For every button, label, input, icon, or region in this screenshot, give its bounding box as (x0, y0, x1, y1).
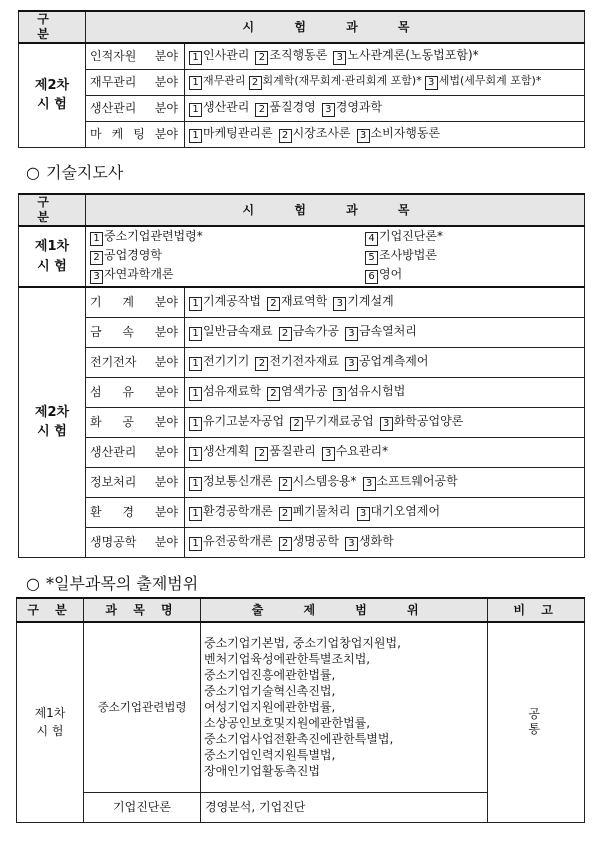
subject-item (189, 294, 261, 308)
group-first-exam: 제1차 시 험 (17, 622, 84, 822)
header-category: 구 분 (19, 194, 86, 226)
remarks-common: 공 통 (488, 622, 585, 822)
subject-item (333, 384, 405, 398)
subject-number-box: 2 (267, 297, 280, 311)
subject-name: 재무관리 (203, 74, 246, 87)
header-category: 구 분 (17, 598, 84, 622)
subject-number-box: 3 (380, 417, 393, 431)
scope-line: 중소기업인력지원특별법, (204, 748, 336, 763)
group-second-exam: 제2차 시 험 (19, 43, 86, 147)
subject-number-box: 3 (363, 477, 376, 491)
subject-name: 정보통신개론 (203, 473, 273, 488)
subject-list (185, 347, 585, 377)
subject-number-box: 2 (279, 129, 292, 143)
scope-line: 장애인기업활동촉진법 (204, 764, 320, 779)
subject-number-box: 1 (189, 103, 202, 117)
subject-item (249, 74, 422, 87)
subject-item (189, 48, 249, 62)
section-title-tech-consultant: ○ 기술지도사 (26, 163, 124, 182)
subject-name: 인사관리 (203, 47, 250, 62)
subject-name: 회계학(재무회계·관리회계 포함)* (262, 74, 422, 87)
scope-line: 중소기업사업전환촉진에관한특별법, (204, 732, 394, 747)
field-label: 기 계 분야 (86, 287, 185, 317)
scope-line: 벤처기업육성에관한특별조치법, (204, 652, 371, 667)
subject-name: 섬유시험법 (347, 383, 406, 398)
field-label: 섬 유 분야 (86, 377, 185, 407)
field-label: 생명공학 분야 (86, 527, 185, 557)
subject-number-box: 1 (189, 129, 202, 143)
field-label: 마 케 팅 분야 (86, 121, 185, 147)
subject-number-box: 3 (425, 76, 438, 90)
scope-line: 중소기업진흥에관한법률, (204, 668, 336, 683)
scope-text (201, 622, 488, 792)
subject-item (380, 414, 464, 428)
subject-name: 무기재료공업 (304, 413, 374, 428)
group-first-exam: 제1차 시 험 (19, 226, 86, 287)
subject-name: 소프트웨어공학 (376, 473, 458, 488)
subject-number-box: 2 (255, 447, 268, 461)
field-label: 화 공 분야 (86, 407, 185, 437)
subject-item (345, 534, 394, 548)
subject-number-box: 4 (365, 232, 378, 246)
subject-list (185, 497, 585, 527)
subject-number-box: 2 (255, 51, 268, 65)
subject-name: 경영과학 (335, 99, 383, 114)
subject-list (185, 69, 585, 95)
subject-number-box: 2 (279, 537, 292, 551)
subject-name: 생명공학 (292, 533, 339, 548)
subject-name: 폐기물처리 (292, 503, 351, 518)
subject-number-box: 3 (322, 447, 335, 461)
subject-item (189, 504, 273, 518)
subject-name: 노사관계론(노동법포함)* (347, 47, 479, 62)
scope-line: 여성기업지원에관한법률, (204, 700, 336, 715)
subject-name: 염색가공 (280, 383, 328, 398)
subject-name: 금속가공 (292, 323, 339, 338)
subject-number-box: 1 (189, 76, 202, 90)
subject-item (267, 384, 327, 398)
field-label: 전기전자 분야 (86, 347, 185, 377)
subject-list (185, 467, 585, 497)
subject-name: 일반금속재료 (203, 323, 273, 338)
subject-name: 재료역학 (280, 293, 328, 308)
subject-item (189, 474, 273, 488)
subject-list (185, 121, 585, 147)
subject-item (189, 126, 273, 140)
subject-number-box: 1 (189, 51, 202, 65)
subject-name: 전기기기 (203, 353, 250, 368)
subject-number-box: 1 (189, 447, 202, 461)
subject-name: 화학공업양론 (393, 413, 464, 428)
subject-list (185, 317, 585, 347)
subject-number-box: 3 (357, 129, 370, 143)
subject-list (185, 377, 585, 407)
subject-number-box: 2 (249, 76, 262, 90)
subject-item (279, 474, 357, 488)
subject-item (425, 74, 542, 87)
header-subjects: 시 험 과 목 (86, 194, 585, 226)
subject-item (333, 294, 393, 308)
scope-line: 중소기업기술혁신촉진법, (204, 684, 336, 699)
subject-name: 섬유재료학 (203, 383, 261, 398)
subject-item (255, 444, 315, 458)
subject-list (185, 95, 585, 121)
subject-item (322, 100, 382, 114)
subject-item (279, 504, 351, 518)
subject-name: 환경공학개론 (203, 503, 273, 518)
field-label: 재무관리 분야 (86, 69, 185, 95)
subject-number-box: 1 (90, 232, 103, 246)
field-label: 금 속 분야 (86, 317, 185, 347)
exam-table-management (18, 10, 585, 148)
header-subjects: 시 험 과 목 (86, 11, 585, 43)
subject-name: 중소기업관련법령 (84, 622, 201, 792)
subject-item (189, 384, 261, 398)
subject-item (189, 534, 273, 548)
subject-number-box: 2 (255, 103, 268, 117)
subject-name: 시장조사론 (292, 125, 351, 140)
subject-item (290, 414, 374, 428)
field-label: 인적자원 분야 (86, 43, 185, 69)
subject-number-box: 5 (365, 251, 378, 265)
subject-list (185, 287, 585, 317)
subject-item (357, 504, 441, 518)
subject-name: 공업계측제어 (358, 353, 429, 368)
scope-line: 중소기업기본법, 중소기업창업지원법, (204, 636, 401, 651)
scope-line: 소상공인보호및지원에관한법률, (204, 716, 371, 731)
subject-item (189, 354, 249, 368)
scope-text: 경영분석, 기업진단 (201, 792, 488, 822)
section-title-exam-scope: ○ *일부과목의 출제범위 (26, 574, 199, 593)
header-subject-name: 과 목 명 (84, 598, 201, 622)
subject-number-box: 2 (279, 507, 292, 521)
subject-number-box: 3 (333, 51, 346, 65)
subject-item (279, 126, 351, 140)
subject-name: 수요관리* (335, 443, 389, 458)
subject-number-box: 1 (189, 357, 202, 371)
subject-list (185, 527, 585, 557)
field-label: 정보처리 분야 (86, 467, 185, 497)
exam-scope-table (16, 597, 585, 823)
subject-number-box: 3 (333, 297, 346, 311)
field-label: 생산관리 분야 (86, 437, 185, 467)
group-second-exam: 제2차 시 험 (19, 287, 86, 557)
subject-number-box: 3 (345, 357, 358, 371)
subject-item (345, 354, 429, 368)
subject-item (189, 414, 284, 428)
subject-name: 시스템응용* (292, 473, 357, 488)
subject-item (255, 48, 327, 62)
subject-number-box: 1 (189, 417, 202, 431)
field-label: 생산관리 분야 (86, 95, 185, 121)
subject-item (333, 48, 478, 62)
subject-number-box: 3 (357, 507, 370, 521)
subject-item (255, 354, 339, 368)
subject-item (189, 74, 246, 87)
subject-number-box: 3 (345, 537, 358, 551)
subject-number-box: 3 (90, 270, 103, 284)
subject-name: 기계설계 (347, 293, 394, 308)
subject-item (357, 126, 441, 140)
subject-name: 생산계획 (203, 443, 250, 458)
subject-number-box: 2 (279, 327, 292, 341)
subject-number-box: 2 (290, 417, 303, 431)
subject-number-box: 2 (279, 477, 292, 491)
subject-name: 생화학 (358, 533, 394, 548)
field-label: 환 경 분야 (86, 497, 185, 527)
subject-item (345, 324, 417, 338)
subject-name: 마케팅관리론 (203, 125, 273, 140)
subject-name: 세법(세무회계 포함)* (438, 74, 542, 87)
subject-item (255, 100, 315, 114)
subject-name: 기업진단론 (84, 792, 201, 822)
subject-item (279, 534, 339, 548)
subject-item (267, 294, 327, 308)
subject-list (185, 407, 585, 437)
subject-name: 생산관리 (203, 99, 250, 114)
subject-name: 유전공학개론 (203, 533, 273, 548)
subject-name: 기계공작법 (203, 293, 261, 308)
header-remarks: 비 고 (488, 598, 585, 622)
exam-table-technical (18, 193, 585, 558)
subject-number-box: 2 (255, 357, 268, 371)
subject-name: 품질관리 (269, 443, 316, 458)
subject-number-box: 2 (90, 251, 103, 265)
subject-name: 조직행동론 (269, 47, 328, 62)
subject-number-box: 6 (365, 270, 378, 284)
header-scope: 출 제 범 위 (201, 598, 488, 622)
subject-item (363, 474, 458, 488)
subject-item (189, 324, 273, 338)
subject-number-box: 1 (189, 507, 202, 521)
header-category: 구 분 (19, 11, 86, 43)
subject-number-box: 1 (189, 327, 202, 341)
subject-number-box: 1 (189, 537, 202, 551)
subject-number-box: 1 (189, 387, 202, 401)
subject-name: 전기전자재료 (269, 353, 339, 368)
subject-number-box: 3 (345, 327, 358, 341)
subject-item (189, 100, 249, 114)
subject-item (189, 444, 249, 458)
subject-name: 소비자행동론 (370, 125, 441, 140)
subject-item (279, 324, 339, 338)
subject-number-box: 2 (267, 387, 280, 401)
subject-name: 품질경영 (269, 99, 316, 114)
first-exam-subjects: 1 중소기업관련법령* 4 기업진단론* 2 공업경영학 5 조사방법론 3 자연과학개론 6 영어 (86, 226, 585, 287)
subject-list (185, 43, 585, 69)
subject-name: 금속열처리 (358, 323, 417, 338)
subject-item (322, 444, 388, 458)
subject-number-box: 3 (322, 103, 335, 117)
subject-number-box: 1 (189, 477, 202, 491)
subject-number-box: 1 (189, 297, 202, 311)
subject-number-box: 3 (333, 387, 346, 401)
subject-name: 유기고분자공업 (203, 413, 285, 428)
subject-list (185, 437, 585, 467)
subject-name: 대기오염제어 (370, 503, 441, 518)
